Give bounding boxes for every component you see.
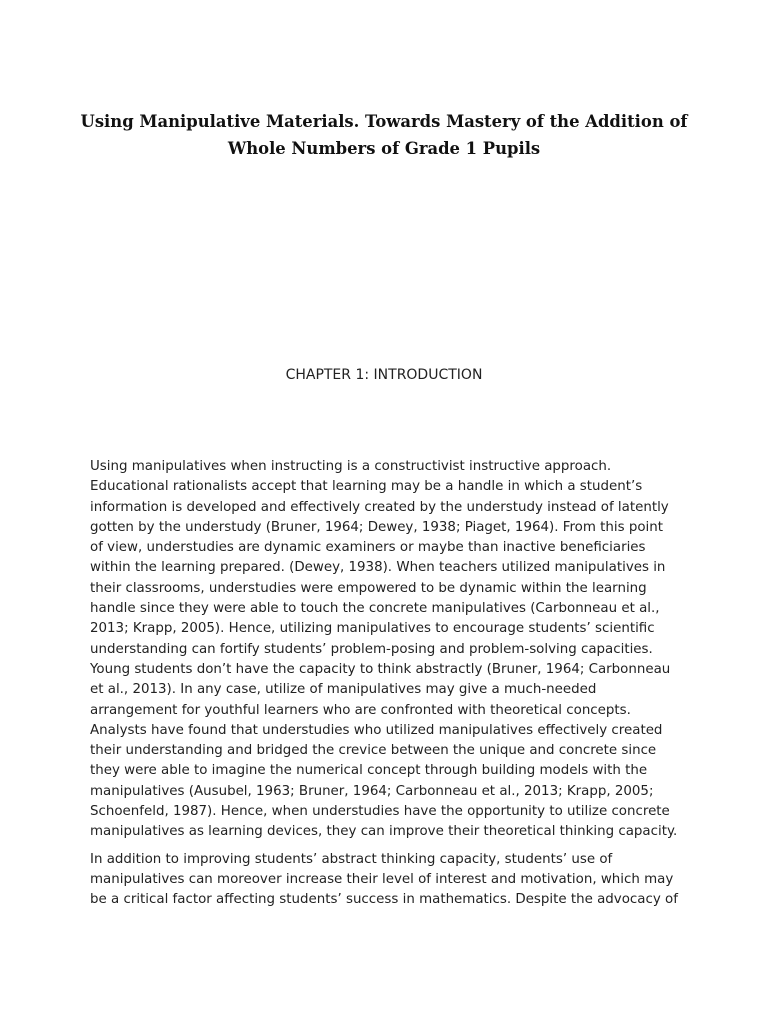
text-line: 2013; Krapp, 2005). Hence, utilizing manipulatives to encourage students’ scientific — [90, 621, 655, 637]
text-line: understanding can fortify students’ problem-posing and problem-solving capacities. — [90, 641, 653, 657]
text-line: et al., 2013). In any case, utilize of manipulatives may give a much-needed — [90, 682, 597, 698]
text-line: In addition to improving students’ abstract thinking capacity, students’ use of — [90, 851, 613, 867]
text-line: within the learning prepared. (Dewey, 1938). When teachers utilized manipulatives in — [90, 560, 666, 576]
text-line: Young students don’t have the capacity to think abstractly (Bruner, 1964; Carbonneau — [90, 661, 671, 677]
body-text — [90, 457, 690, 911]
chapter-heading: CHAPTER 1: INTRODUCTION — [285, 367, 483, 383]
text-line: manipulatives as learning devices, they can improve their theoretical thinking capacity. — [90, 824, 678, 840]
text-line: manipulatives can moreover increase their level of interest and motivation, which may — [90, 871, 674, 887]
paragraph — [90, 850, 690, 911]
text-line: their classrooms, understudies were empowered to be dynamic within the learning — [90, 580, 647, 596]
paragraph-gap — [90, 843, 690, 850]
text-line: they were able to imagine the numerical concept through building models with the — [90, 763, 648, 779]
document-title — [60, 108, 708, 162]
text-line: Analysts have found that understudies who utilized manipulatives effectively created — [90, 722, 663, 738]
text-line: information is developed and effectively created by the understudy instead of latently — [90, 499, 669, 515]
text-line: Educational rationalists accept that learning may be a handle in which a student’s — [90, 479, 643, 495]
text-line: Using manipulatives when instructing is a constructivist instructive approach. — [90, 459, 612, 474]
text-line: arrangement for youthful learners who are confronted with theoretical concepts. — [90, 702, 631, 718]
text-line: handle since they were able to touch the concrete manipulatives (Carbonneau et al., — [90, 601, 660, 617]
paragraph — [90, 457, 690, 843]
text-line: be a critical factor affecting students’ success in mathematics. Despite the advocacy of — [90, 892, 678, 908]
title-line: Whole Numbers of Grade 1 Pupils — [227, 139, 541, 158]
text-line: their understanding and bridged the crevice between the unique and concrete since — [90, 743, 657, 759]
text-line: of view, understudies are dynamic examiners or maybe than inactive beneficiaries — [90, 540, 646, 556]
text-line: Schoenfeld, 1987). Hence, when understudies have the opportunity to utilize concrete — [90, 804, 670, 820]
text-line: manipulatives (Ausubel, 1963; Bruner, 1964; Carbonneau et al., 2013; Krapp, 2005; — [90, 783, 654, 799]
text-line: gotten by the understudy (Bruner, 1964; Dewey, 1938; Piaget, 1964). From this point — [90, 519, 664, 535]
title-line: Using Manipulative Materials. Towards Mastery of the Addition of — [80, 112, 688, 131]
